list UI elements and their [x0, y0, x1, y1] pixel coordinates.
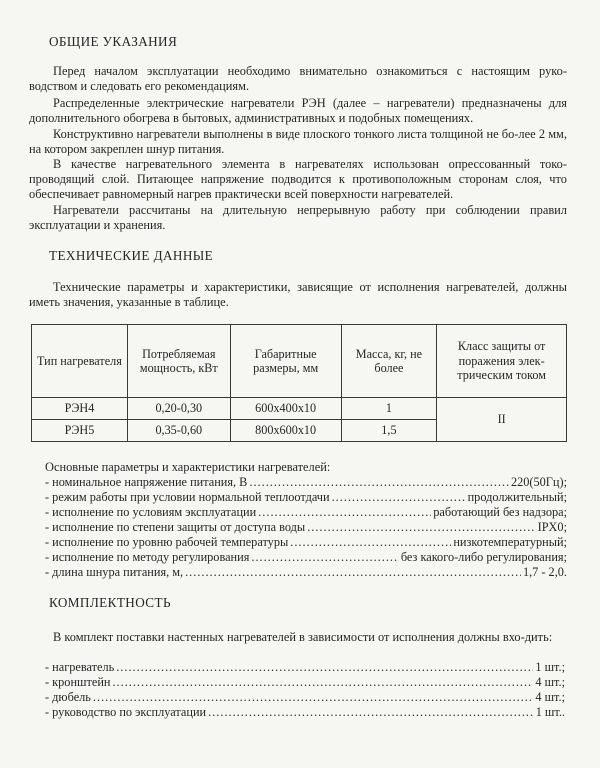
table-cell: РЭН4 — [32, 398, 128, 420]
paragraph-2: Распределенные электрические нагреватели РЭН (далее – нагреватели) предназначены для дополнительного обогрева в бытовых, административных и подобных помещениях. — [29, 96, 567, 125]
paragraph-5: Нагреватели рассчитаны на длительную непрерывную работу при соблюдении правил эксплуатации и хранения. — [29, 203, 567, 232]
list-item: - исполнение по степени защиты от доступа воды ..... IPX0; — [45, 520, 567, 535]
paragraph-3: Конструктивно нагреватели выполнены в виде плоского тонкого листа толщиной не бо-лее 2 мм, на котором закреплен шнур питания. — [29, 127, 567, 156]
list-item: - номинальное напряжение питания, В ..... 220(50Гц); — [45, 475, 567, 490]
list-item: - исполнение по уровню рабочей температуры ..... низкотемпературный; — [45, 535, 567, 550]
table-cell: 0,20-0,30 — [127, 398, 230, 420]
spec-table — [31, 324, 567, 442]
kit-intro: В комплект поставки настенных нагревателей в зависимости от исполнения должны вхо-дить: — [53, 630, 553, 644]
table-header-cell: Класс защиты от поражения элек-трическим током — [437, 325, 567, 398]
technical-intro: Технические параметры и характеристики, зависящие от исполнения нагревателей, должны иметь значения, указанные в таблице. — [29, 280, 567, 309]
table-header-cell: Потребляемая мощность, кВт — [127, 325, 230, 398]
kit-list — [45, 660, 565, 720]
params-title: Основные параметры и характеристики нагревателей: — [45, 460, 331, 474]
section-heading-general: ОБЩИЕ УКАЗАНИЯ — [49, 34, 178, 49]
list-item: - руководство по эксплуатации ..... 1 шт.. — [45, 705, 565, 720]
paragraph-4: В качестве нагревательного элемента в нагревателях использован опрессованный токо-проводящий слой. Питающее напряжение подводится к противоположным сторонам слоя, что обеспечивает равномерный нагрев практически всей поверхности нагревателей. — [29, 157, 567, 201]
list-item: - исполнение по методу регулирования ..... без какого-либо регулирования; — [45, 550, 567, 565]
table-header-cell: Габаритные размеры, мм — [230, 325, 341, 398]
list-item: - нагреватель ..... 1 шт.; — [45, 660, 565, 675]
list-item: - дюбель ..... 4 шт.; — [45, 690, 565, 705]
section-heading-kit: КОМПЛЕКТНОСТЬ — [49, 595, 171, 610]
table-cell: 1 — [341, 398, 437, 420]
table-cell-protection-class: II — [437, 398, 567, 442]
table-cell: 600x400x10 — [230, 398, 341, 420]
paragraph-1: Перед началом эксплуатации необходимо внимательно ознакомиться с настоящим руко-водством и следовать его рекомендациям. — [29, 64, 567, 93]
list-item: - режим работы при условии нормальной теплоотдачи ..... продолжительный; — [45, 490, 567, 505]
table-cell: 800x600x10 — [230, 420, 341, 442]
table-header-row — [32, 325, 567, 398]
table-cell: 1,5 — [341, 420, 437, 442]
table-header-cell: Масса, кг, не более — [341, 325, 437, 398]
table-cell: РЭН5 — [32, 420, 128, 442]
list-item: - длина шнура питания, м, ..... 1,7 - 2,0. — [45, 565, 567, 580]
params-list — [45, 475, 567, 580]
table-header-cell: Тип нагревателя — [32, 325, 128, 398]
table-cell: 0,35-0,60 — [127, 420, 230, 442]
section-heading-technical: ТЕХНИЧЕСКИЕ ДАННЫЕ — [49, 248, 214, 263]
list-item: - кронштейн ..... 4 шт.; — [45, 675, 565, 690]
table-row — [32, 398, 567, 420]
list-item: - исполнение по условиям эксплуатации ..... работающий без надзора; — [45, 505, 567, 520]
